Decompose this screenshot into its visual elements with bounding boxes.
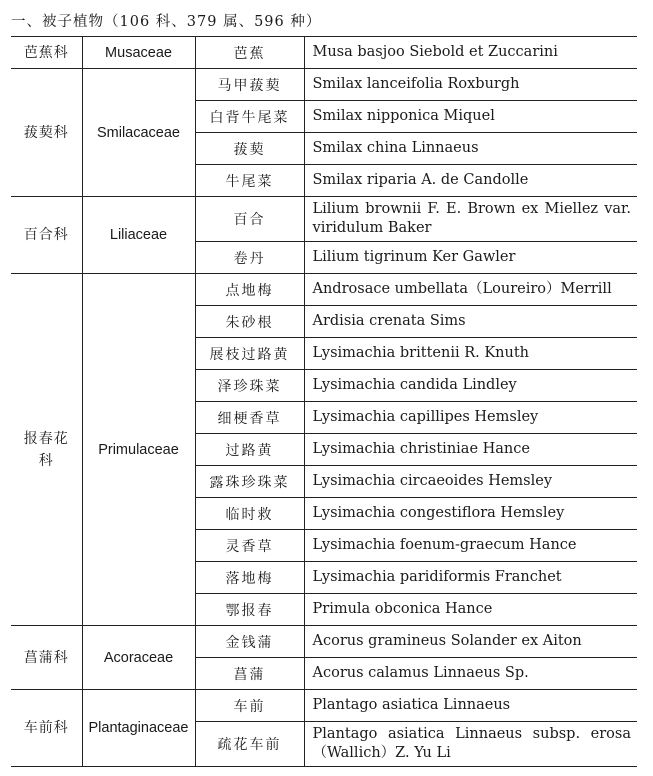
- species-scientific-name: Lysimachia candida Lindley: [304, 370, 637, 402]
- family-chinese-name: 菝葜科: [11, 69, 82, 197]
- species-scientific-name: Lysimachia capillipes Hemsley: [304, 402, 637, 434]
- family-latin-name: Musaceae: [82, 37, 195, 69]
- species-chinese-name: 白背牛尾菜: [195, 101, 304, 133]
- species-scientific-name: Androsace umbellata（Loureiro）Merrill: [304, 274, 637, 306]
- species-chinese-name: 车前: [195, 690, 304, 722]
- species-scientific-name: Lysimachia christiniae Hance: [304, 434, 637, 466]
- species-chinese-name: 马甲菝葜: [195, 69, 304, 101]
- species-chinese-name: 菖蒲: [195, 658, 304, 690]
- species-chinese-name: 朱砂根: [195, 306, 304, 338]
- section-heading: 一、被子植物（106 科、379 属、596 种）: [11, 14, 322, 30]
- table-row: [11, 626, 637, 658]
- species-chinese-name: 芭蕉: [195, 37, 304, 69]
- species-chinese-name: 金钱蒲: [195, 626, 304, 658]
- species-chinese-name: 卷丹: [195, 242, 304, 274]
- family-latin-name: Smilacaceae: [82, 69, 195, 197]
- table-row: [11, 69, 637, 101]
- species-chinese-name: 疏花车前: [195, 722, 304, 767]
- species-chinese-name: 细梗香草: [195, 402, 304, 434]
- table-row: [11, 197, 637, 242]
- species-scientific-name: Musa basjoo Siebold et Zuccarini: [304, 37, 637, 69]
- family-latin-name: Liliaceae: [82, 197, 195, 274]
- species-chinese-name: 展枝过路黄: [195, 338, 304, 370]
- table-row: [11, 690, 637, 722]
- species-chinese-name: 点地梅: [195, 274, 304, 306]
- family-latin-name: Plantaginaceae: [82, 690, 195, 767]
- species-scientific-name: Lilium tigrinum Ker Gawler: [304, 242, 637, 274]
- species-scientific-name: Smilax china Linnaeus: [304, 133, 637, 165]
- family-chinese-name: 芭蕉科: [11, 37, 82, 69]
- species-scientific-name: Lysimachia paridiformis Franchet: [304, 562, 637, 594]
- species-chinese-name: 灵香草: [195, 530, 304, 562]
- species-chinese-name: 露珠珍珠菜: [195, 466, 304, 498]
- species-scientific-name: Lysimachia foenum-graecum Hance: [304, 530, 637, 562]
- species-chinese-name: 菝葜: [195, 133, 304, 165]
- species-scientific-name: Acorus calamus Linnaeus Sp.: [304, 658, 637, 690]
- species-scientific-name: Plantago asiatica Linnaeus subsp. erosa（Wallich）Z. Yu Li: [304, 722, 637, 767]
- species-scientific-name: Acorus gramineus Solander ex Aiton: [304, 626, 637, 658]
- species-scientific-name: Smilax nipponica Miquel: [304, 101, 637, 133]
- species-chinese-name: 牛尾菜: [195, 165, 304, 197]
- species-scientific-name: Ardisia crenata Sims: [304, 306, 637, 338]
- family-latin-name: Primulaceae: [82, 274, 195, 626]
- species-table: [11, 37, 637, 767]
- species-scientific-name: Smilax riparia A. de Candolle: [304, 165, 637, 197]
- species-chinese-name: 临时救: [195, 498, 304, 530]
- family-chinese-name: 菖蒲科: [11, 626, 82, 690]
- family-latin-name: Acoraceae: [82, 626, 195, 690]
- species-chinese-name: 百合: [195, 197, 304, 242]
- species-chinese-name: 落地梅: [195, 562, 304, 594]
- species-scientific-name: Lilium brownii F. E. Brown ex Miellez var. viridulum Baker: [304, 197, 637, 242]
- table-row: [11, 37, 637, 69]
- species-chinese-name: 过路黄: [195, 434, 304, 466]
- species-scientific-name: Lysimachia circaeoides Hemsley: [304, 466, 637, 498]
- family-chinese-name: 车前科: [11, 690, 82, 767]
- species-scientific-name: Smilax lanceifolia Roxburgh: [304, 69, 637, 101]
- species-scientific-name: Lysimachia congestiflora Hemsley: [304, 498, 637, 530]
- family-chinese-name: 报春花科: [11, 274, 82, 626]
- species-chinese-name: 泽珍珠菜: [195, 370, 304, 402]
- species-scientific-name: Plantago asiatica Linnaeus: [304, 690, 637, 722]
- species-scientific-name: Primula obconica Hance: [304, 594, 637, 626]
- species-chinese-name: 鄂报春: [195, 594, 304, 626]
- species-table-body: [11, 37, 637, 767]
- family-chinese-name: 百合科: [11, 197, 82, 274]
- table-row: [11, 274, 637, 306]
- species-scientific-name: Lysimachia brittenii R. Knuth: [304, 338, 637, 370]
